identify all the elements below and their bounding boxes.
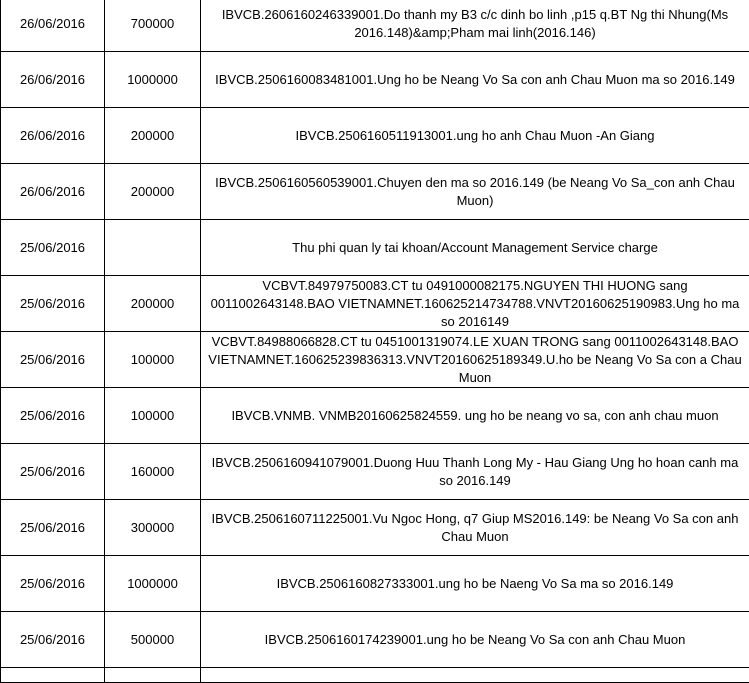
table-row xyxy=(1,52,749,108)
date-cell: 25/06/2016 xyxy=(1,444,105,500)
amount-cell: 100000 xyxy=(105,332,201,388)
table-row xyxy=(1,220,749,276)
table-row xyxy=(1,0,749,52)
ledger-body xyxy=(1,0,749,683)
table-row xyxy=(1,108,749,164)
description-cell: IBVCB.2506160941079001.Duong Huu Thanh Long My - Hau Giang Ung ho hoan canh ma so 2016.149 xyxy=(201,444,749,500)
amount-cell: 200000 xyxy=(105,276,201,332)
amount-cell: 500000 xyxy=(105,612,201,668)
description-cell: IBVCB.2506160174239001.ung ho be Neang Vo Sa con anh Chau Muon xyxy=(201,612,749,668)
amount-cell: 160000 xyxy=(105,444,201,500)
description-cell: IBVCB.VNMB. VNMB20160625824559. ung ho be neang vo sa, con anh chau muon xyxy=(201,388,749,444)
description-cell: IBVCB.2506160511913001.ung ho anh Chau Muon -An Giang xyxy=(201,108,749,164)
description-cell: IBVCB.2506160711225001.Vu Ngoc Hong, q7 Giup MS2016.149: be Neang Vo Sa con anh Chau Muon xyxy=(201,500,749,556)
amount-cell: 300000 xyxy=(105,500,201,556)
date-cell: 25/06/2016 xyxy=(1,556,105,612)
table-row xyxy=(1,332,749,388)
amount-cell xyxy=(105,220,201,276)
date-cell: 25/06/2016 xyxy=(1,332,105,388)
table-row-cut-off xyxy=(1,668,749,683)
date-cell: 25/06/2016 xyxy=(1,388,105,444)
amount-cell: 700000 xyxy=(105,0,201,52)
date-cell: 25/06/2016 xyxy=(1,612,105,668)
description-cell: IBVCB.2506160560539001.Chuyen den ma so 2016.149 (be Neang Vo Sa_con anh Chau Muon) xyxy=(201,164,749,220)
description-cell: IBVCB.2606160246339001.Do thanh my B3 c/c dinh bo linh ,p15 q.BT Ng thi Nhung(Ms 2016.148)&amp;Pham mai linh(2016.146) xyxy=(201,0,749,52)
table-row xyxy=(1,388,749,444)
date-cell: 25/06/2016 xyxy=(1,220,105,276)
table-row xyxy=(1,556,749,612)
date-cell: 26/06/2016 xyxy=(1,108,105,164)
amount-cell: 100000 xyxy=(105,388,201,444)
description-cell: IBVCB.2506160827333001.ung ho be Naeng Vo Sa ma so 2016.149 xyxy=(201,556,749,612)
description-cell: VCBVT.84988066828.CT tu 0451001319074.LE XUAN TRONG sang 0011002643148.BAO VIETNAMNET.160625239836313.VNVT20160625189349.U.ho be Neang Vo Sa con a Chau Muon xyxy=(201,332,749,388)
amount-cell: 1000000 xyxy=(105,556,201,612)
date-cell: 26/06/2016 xyxy=(1,52,105,108)
date-cell: 25/06/2016 xyxy=(1,276,105,332)
description-cell: VCBVT.84979750083.CT tu 0491000082175.NGUYEN THI HUONG sang 0011002643148.BAO VIETNAMNET.160625214734788.VNVT20160625190983.Ung ho ma so 2016149 xyxy=(201,276,749,332)
table-row xyxy=(1,612,749,668)
amount-cell: 200000 xyxy=(105,164,201,220)
description-cell: Thu phi quan ly tai khoan/Account Management Service charge xyxy=(201,220,749,276)
empty-cell xyxy=(105,668,201,683)
amount-cell: 1000000 xyxy=(105,52,201,108)
date-cell: 26/06/2016 xyxy=(1,0,105,52)
description-cell: IBVCB.2506160083481001.Ung ho be Neang Vo Sa con anh Chau Muon ma so 2016.149 xyxy=(201,52,749,108)
empty-cell xyxy=(1,668,105,683)
date-cell: 26/06/2016 xyxy=(1,164,105,220)
date-cell: 25/06/2016 xyxy=(1,500,105,556)
table-row xyxy=(1,444,749,500)
table-row xyxy=(1,164,749,220)
table-row xyxy=(1,276,749,332)
table-row xyxy=(1,500,749,556)
amount-cell: 200000 xyxy=(105,108,201,164)
empty-cell xyxy=(201,668,749,683)
